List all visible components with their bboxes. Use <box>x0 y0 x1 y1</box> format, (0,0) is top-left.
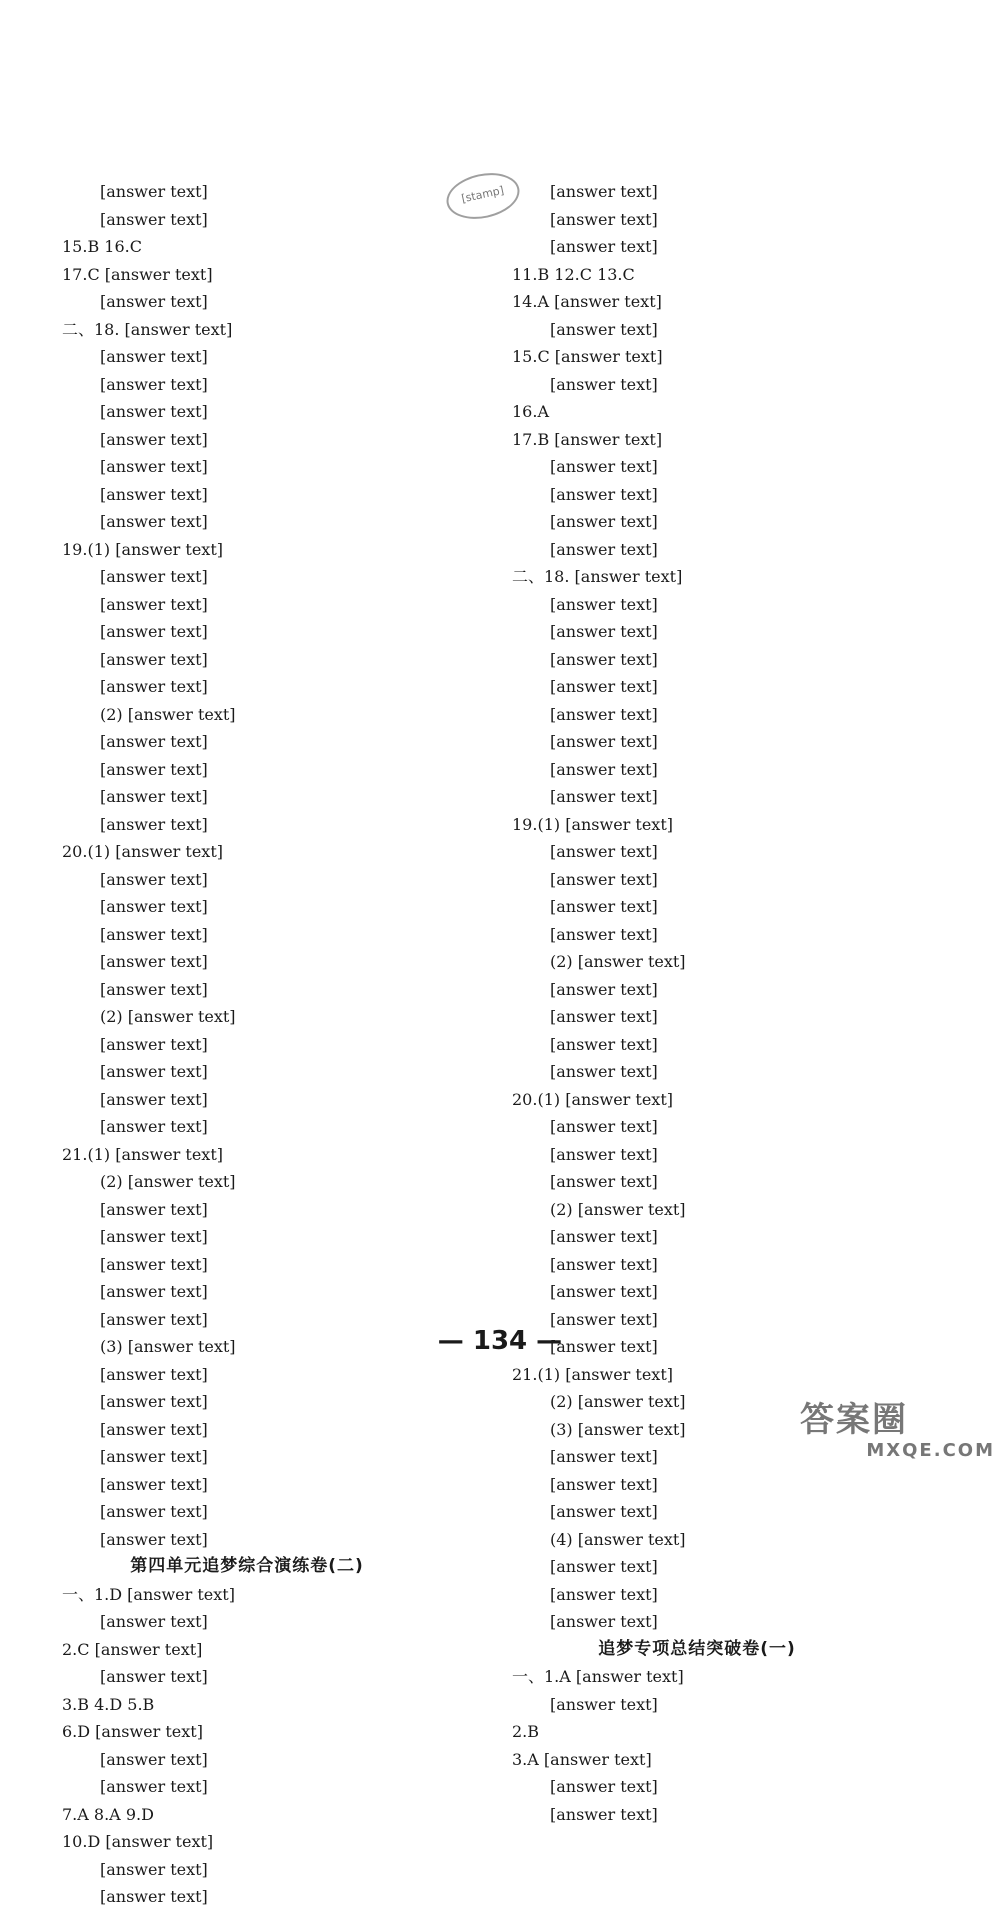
answer-line: 21.(1) [answer text] <box>512 1364 673 1384</box>
answer-line: [answer text] <box>100 924 208 944</box>
answer-line: (2) [answer text] <box>100 1007 236 1026</box>
answer-line: [answer text] <box>550 897 658 916</box>
answer-line: [answer text] <box>550 1584 658 1604</box>
answer-line: [answer text] <box>100 677 208 696</box>
answer-line: [answer text] <box>550 1254 658 1274</box>
answer-line: [answer text] <box>550 869 658 889</box>
answer-line: [answer text] <box>550 1034 658 1054</box>
answer-line: [answer text] <box>550 1007 658 1026</box>
answer-line: [answer text] <box>550 924 658 944</box>
answer-line: [answer text] <box>100 1502 208 1521</box>
answer-line: [answer text] <box>100 1887 208 1906</box>
answer-line: [answer text] <box>100 952 208 971</box>
answer-line: 3.A [answer text] <box>512 1749 652 1769</box>
answer-line: [answer text] <box>100 1117 208 1136</box>
answer-line: [answer text] <box>550 1474 658 1494</box>
answer-line: [answer text] <box>550 182 658 201</box>
answer-line: [answer text] <box>550 1612 658 1631</box>
answer-line: [answer text] <box>550 842 658 861</box>
answer-line: (2) [answer text] <box>550 1392 686 1411</box>
answer-line: [answer text] <box>100 402 208 421</box>
answer-line: [answer text] <box>100 1254 208 1274</box>
answer-line: [answer text] <box>100 1282 208 1301</box>
answer-line: [answer text] <box>550 759 658 779</box>
answer-line: [answer text] <box>550 1227 658 1246</box>
answer-line: (2) [answer text] <box>100 704 236 724</box>
answer-line: [answer text] <box>100 1089 208 1109</box>
answer-line: 17.B [answer text] <box>512 429 663 449</box>
answer-line: 15.B 16.C <box>62 237 142 256</box>
answer-line: (4) [answer text] <box>550 1529 686 1549</box>
answer-line: [answer text] <box>100 869 208 889</box>
answer-line: [answer text] <box>100 1034 208 1054</box>
answer-line: (3) [answer text] <box>100 1337 236 1356</box>
answer-line: [answer text] <box>550 594 658 614</box>
answer-line: [answer text] <box>100 1419 208 1439</box>
answer-line: [answer text] <box>550 1557 658 1576</box>
answer-line: [answer text] <box>100 209 208 229</box>
answer-line: [answer text] <box>550 484 658 504</box>
answer-line: [answer text] <box>550 1117 658 1136</box>
answer-line: [answer text] <box>550 512 658 531</box>
answer-line: (2) [answer text] <box>550 952 686 971</box>
answer-line: 二、18. [answer text] <box>512 567 683 586</box>
answer-line: [answer text] <box>100 1392 208 1411</box>
answer-line: [answer text] <box>100 1364 208 1384</box>
watermark-main-text: 答案圈 <box>800 1400 908 1440</box>
answer-line: [answer text] <box>550 539 658 559</box>
answer-line: [answer text] <box>100 1309 208 1329</box>
answer-line: [answer text] <box>550 1062 658 1081</box>
answer-line: [answer text] <box>550 1447 658 1466</box>
answer-line: [answer text] <box>100 897 208 916</box>
watermark-logo <box>800 1400 995 1468</box>
answer-line: [answer text] <box>100 484 208 504</box>
answer-line: [answer text] <box>100 1062 208 1081</box>
answer-line: [answer text] <box>550 1309 658 1329</box>
answer-line: [answer text] <box>550 1777 658 1796</box>
answer-line: [answer text] <box>100 979 208 999</box>
answer-line: [answer text] <box>100 1529 208 1549</box>
answer-line: [answer text] <box>550 1282 658 1301</box>
answer-line: [answer text] <box>100 1227 208 1246</box>
answer-line: [answer text] <box>550 209 658 229</box>
answer-line: [answer text] <box>100 182 208 201</box>
answer-line: 21.(1) [answer text] <box>62 1144 223 1164</box>
stamp-text: [stamp] <box>460 183 506 206</box>
answer-line: [answer text] <box>100 1777 208 1796</box>
answer-line: 11.B 12.C 13.C <box>512 264 635 284</box>
answer-line: (2) [answer text] <box>550 1199 686 1219</box>
answer-line: [answer text] <box>100 567 208 586</box>
right-column <box>512 178 882 1828</box>
answer-line: 3.B 4.D 5.B <box>62 1694 155 1714</box>
answer-line: [answer text] <box>100 1474 208 1494</box>
answer-line: [answer text] <box>100 814 208 834</box>
answer-line: 15.C [answer text] <box>512 347 663 366</box>
answer-line: 14.A [answer text] <box>512 292 662 311</box>
answer-line: [answer text] <box>550 457 658 476</box>
answer-line: 17.C [answer text] <box>62 264 213 284</box>
answer-line: [answer text] <box>550 677 658 696</box>
answer-line: [answer text] <box>550 732 658 751</box>
answer-line: 二、18. [answer text] <box>62 319 233 339</box>
answer-line: 19.(1) [answer text] <box>512 814 673 834</box>
watermark-site-text: MXQE.COM <box>866 1440 995 1461</box>
answer-line: [answer text] <box>550 622 658 641</box>
answer-line: [answer text] <box>550 704 658 724</box>
answer-line: 2.C [answer text] <box>62 1639 203 1659</box>
answer-line: [answer text] <box>100 457 208 476</box>
answer-line: [answer text] <box>550 374 658 394</box>
answer-line: [answer text] <box>550 979 658 999</box>
answer-line: [answer text] <box>100 787 208 806</box>
answer-line: [answer text] <box>550 1502 658 1521</box>
answer-line: 7.A 8.A 9.D <box>62 1804 154 1824</box>
answer-line: [answer text] <box>550 1144 658 1164</box>
answer-line: 20.(1) [answer text] <box>512 1089 673 1109</box>
answer-line: [answer text] <box>100 347 208 366</box>
answer-line: [answer text] <box>100 594 208 614</box>
answer-line: [answer text] <box>100 622 208 641</box>
answer-line: [answer text] <box>100 759 208 779</box>
answer-line: (2) [answer text] <box>100 1172 236 1191</box>
answer-line: (3) [answer text] <box>550 1419 686 1439</box>
answer-line: [answer text] <box>550 1694 658 1714</box>
answer-line: [answer text] <box>100 512 208 531</box>
answer-line: [answer text] <box>550 1804 658 1824</box>
answer-line: [answer text] <box>550 1337 658 1356</box>
answer-line: [answer text] <box>100 649 208 669</box>
answer-line: 19.(1) [answer text] <box>62 539 223 559</box>
answer-line: 6.D [answer text] <box>62 1722 203 1741</box>
page-number: — 134 — <box>437 1326 563 1356</box>
section-title: 追梦专项总结突破卷(一) <box>598 1638 796 1659</box>
answer-line: 一、1.A [answer text] <box>512 1667 684 1686</box>
answer-line: [answer text] <box>100 1447 208 1466</box>
answer-line: [answer text] <box>100 1859 208 1879</box>
answer-line: [answer text] <box>100 1612 208 1631</box>
left-column <box>62 178 432 1911</box>
answer-line: [answer text] <box>550 237 658 256</box>
answer-line: [answer text] <box>100 374 208 394</box>
answer-line: [answer text] <box>550 787 658 806</box>
answer-line: [answer text] <box>100 732 208 751</box>
answer-line: [answer text] <box>550 649 658 669</box>
answer-line: [answer text] <box>100 429 208 449</box>
answer-line: 2.B <box>512 1722 540 1741</box>
answer-line: [answer text] <box>100 1667 208 1686</box>
answer-line: [answer text] <box>550 319 658 339</box>
answer-line: [answer text] <box>100 292 208 311</box>
answer-line: [answer text] <box>100 1749 208 1769</box>
section-title: 第四单元追梦综合演练卷(二) <box>130 1556 364 1576</box>
answer-line: [answer text] <box>100 1199 208 1219</box>
answer-line: 一、1.D [answer text] <box>62 1584 235 1604</box>
answer-line: [answer text] <box>550 1172 658 1191</box>
answer-line: 20.(1) [answer text] <box>62 842 223 861</box>
answer-line: 16.A <box>512 402 549 421</box>
answer-line: 10.D [answer text] <box>62 1832 214 1851</box>
